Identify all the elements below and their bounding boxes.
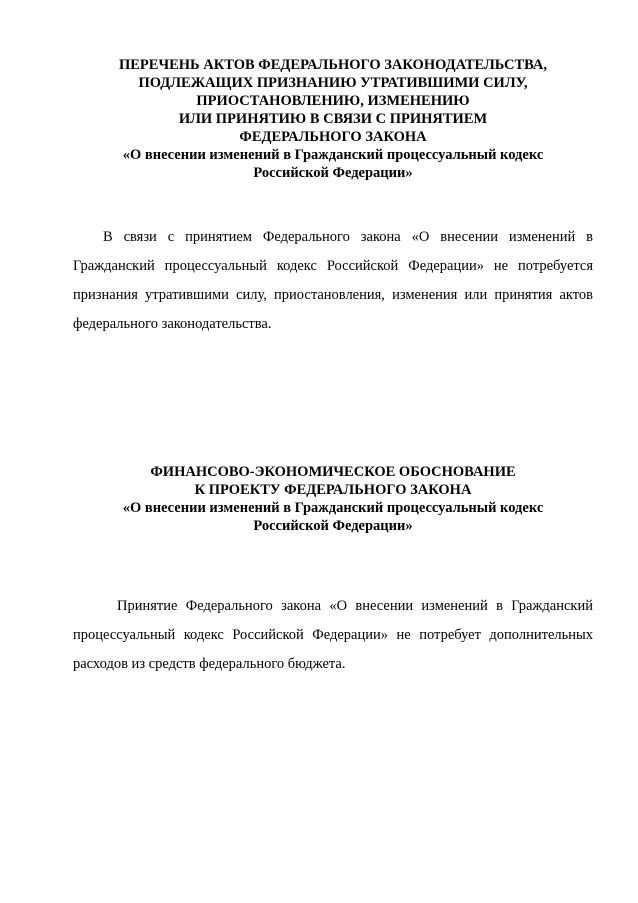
section-acts-list — [73, 56, 593, 332]
section-acts-list-heading — [73, 56, 593, 182]
heading-line: ФЕДЕРАЛЬНОГО ЗАКОНА — [239, 129, 427, 145]
heading-line: «О внесении изменений в Гражданский процессуальный кодекс — [122, 147, 544, 163]
heading-line: «О внесении изменений в Гражданский процессуальный кодекс — [122, 500, 544, 516]
paragraph-line: процессуальный кодекс Российской Федерации» не потребует дополнительных — [73, 627, 593, 643]
section-financial-justification — [73, 463, 593, 672]
heading-line: К ПРОЕКТУ ФЕДЕРАЛЬНОГО ЗАКОНА — [194, 482, 472, 498]
heading-line: ФИНАНСОВО-ЭКОНОМИЧЕСКОЕ ОБОСНОВАНИЕ — [150, 464, 516, 480]
heading-line: ПРИОСТАНОВЛЕНИЮ, ИЗМЕНЕНИЮ — [196, 93, 470, 109]
section-acts-list-paragraph — [73, 223, 593, 339]
paragraph-line: признания утратившими силу, приостановления, изменения или принятия актов — [73, 287, 593, 303]
section-financial-justification-heading — [73, 463, 593, 535]
heading-line: Российской Федерации» — [253, 165, 413, 181]
heading-line: ПОДЛЕЖАЩИХ ПРИЗНАНИЮ УТРАТИВШИМИ СИЛУ, — [138, 75, 528, 91]
heading-line: ПЕРЕЧЕНЬ АКТОВ ФЕДЕРАЛЬНОГО ЗАКОНОДАТЕЛЬСТВА, — [118, 57, 548, 73]
section-financial-justification-paragraph — [73, 592, 593, 679]
paragraph-line: расходов из средств федерального бюджета. — [73, 656, 346, 672]
paragraph-line: Гражданский процессуальный кодекс Российской Федерации» не потребуется — [73, 258, 593, 274]
paragraph-line: Принятие Федерального закона «О внесении изменений в Гражданский — [117, 598, 593, 614]
paragraph-line: федерального законодательства. — [73, 316, 272, 332]
heading-line: ИЛИ ПРИНЯТИЮ В СВЯЗИ С ПРИНЯТИЕМ — [178, 111, 488, 127]
heading-line: Российской Федерации» — [253, 518, 413, 534]
paragraph-line: В связи с принятием Федерального закона «О внесении изменений в — [103, 229, 593, 245]
